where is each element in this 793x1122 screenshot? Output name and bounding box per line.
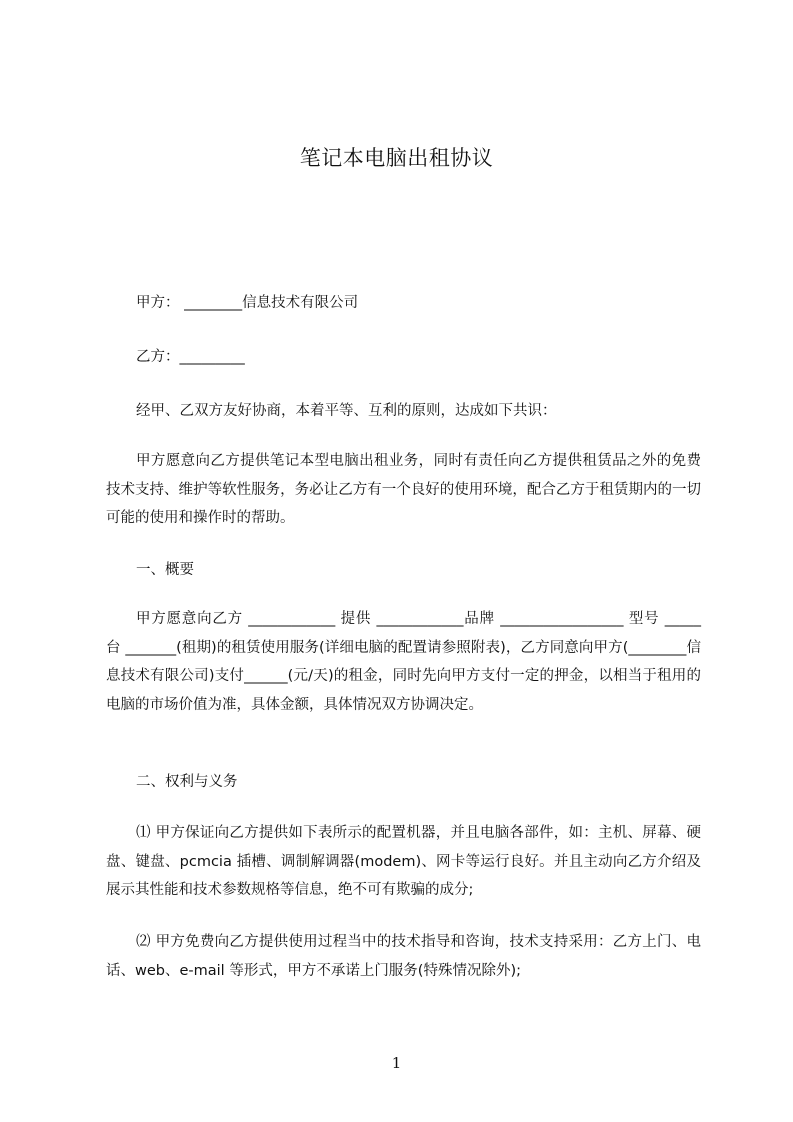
party-a-line: 甲方： ________信息技术有限公司: [136, 295, 359, 311]
page-number: 1: [391, 1054, 402, 1072]
section-heading-overview: 一、概要: [136, 562, 194, 578]
section-heading-rights: 二、权利与义务: [136, 774, 238, 790]
overview-paragraph: 甲方愿意向乙方 ____________ 提供 ____________品牌 _________________ 型号 _____ 台 _______(租期)的租赁使用服务(详细电脑的配置请参照附表)，乙方同意向甲方(________信息技术有限公司)支付______(元/天)的租金，同时先向甲方支付一定的押金，以相当于租用的电脑的市场价值为准，具体金额，具体情况双方协调决定。: [106, 611, 701, 713]
document-title: 笔记本电脑出租协议: [299, 146, 494, 170]
party-b-line: 乙方：_________: [136, 349, 245, 365]
preamble: 经甲、乙双方友好协商，本着平等、互利的原则，达成如下共识：: [136, 403, 557, 419]
rights-item-2: ⑵ 甲方免费向乙方提供使用过程当中的技术指导和咨询，技术支持采用：乙方上门、电话、web、e-mail 等形式，甲方不承诺上门服务(特殊情况除外);: [106, 934, 701, 979]
rights-item-1: ⑴ 甲方保证向乙方提供如下表所示的配置机器，并且电脑各部件，如：主机、屏幕、硬盘、键盘、pcmcia 插槽、调制解调器(modem)、网卡等运行良好。并且主动向乙方介绍及展示其性能和技术参数规格等信息，绝不可有欺骗的成分;: [106, 825, 701, 898]
intro-paragraph: 甲方愿意向乙方提供笔记本型电脑出租业务，同时有责任向乙方提供租赁品之外的免费技术支持、维护等软性服务，务必让乙方有一个良好的使用环境，配合乙方于租赁期内的一切可能的使用和操作时的帮助。: [106, 453, 701, 526]
